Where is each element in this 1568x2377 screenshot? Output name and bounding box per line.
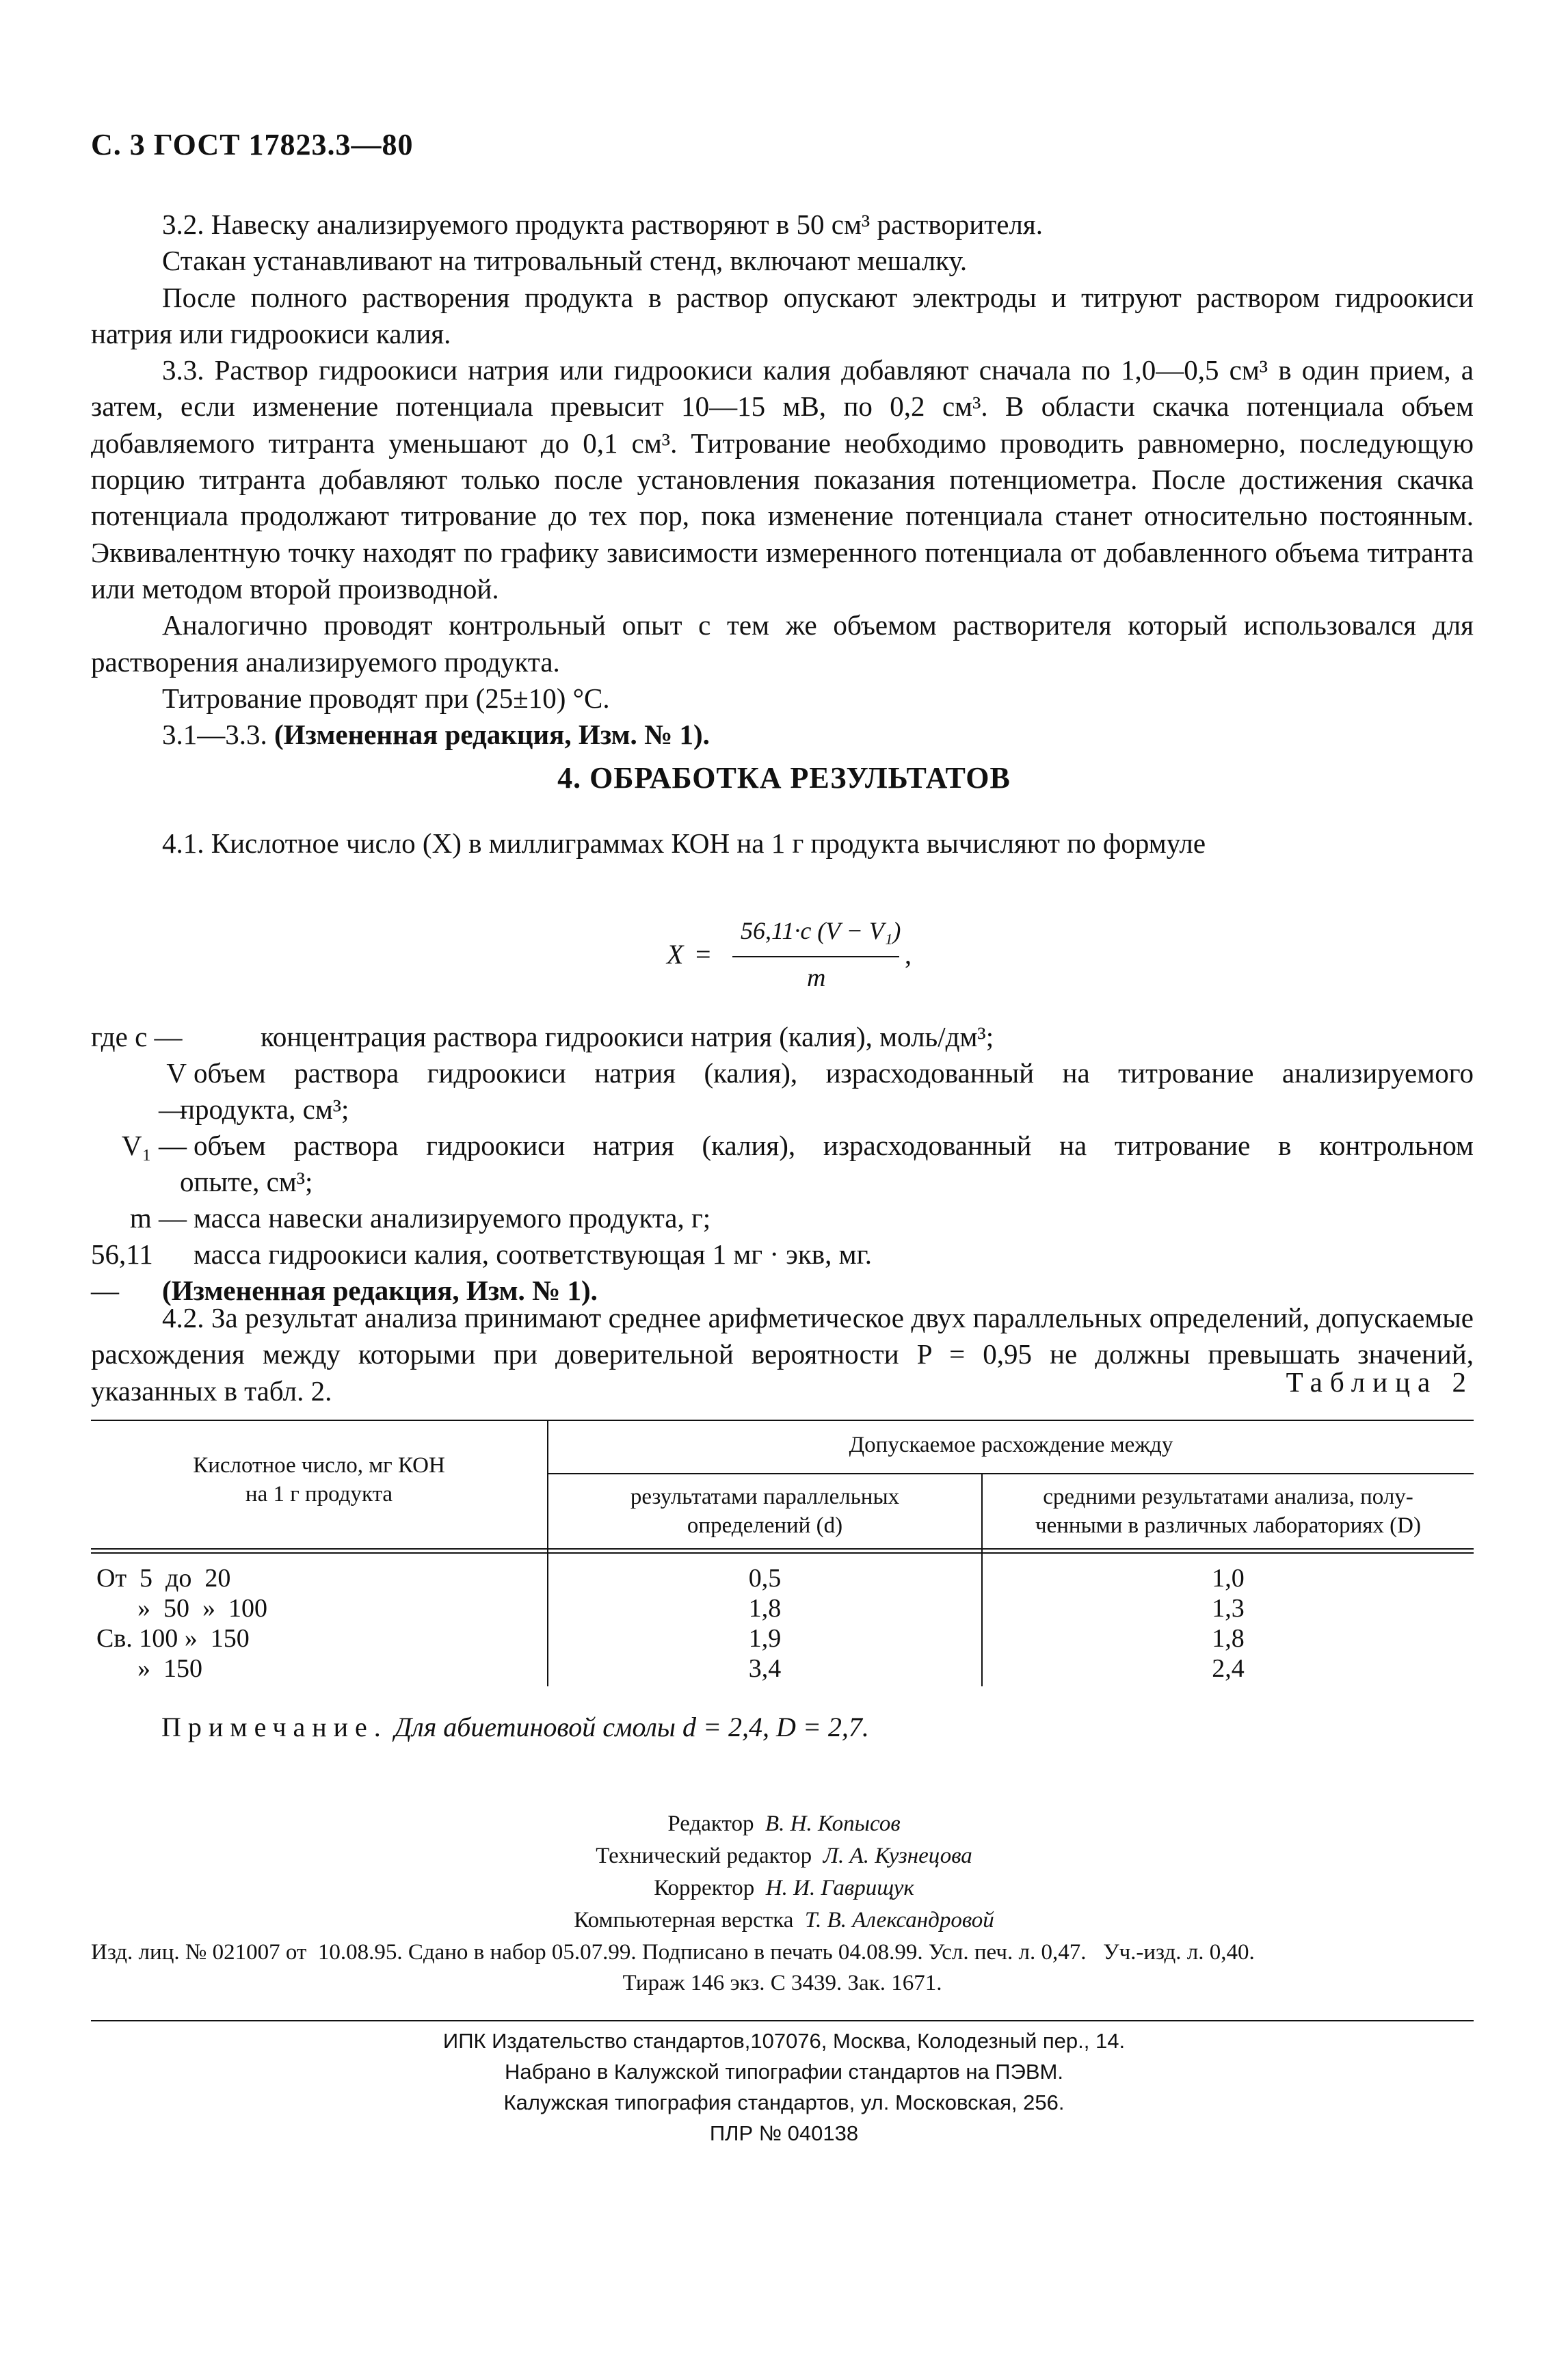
credit-name: Л. А. Кузнецова [823, 1844, 972, 1868]
table-cell-D: 1,0 [1212, 1564, 1245, 1593]
legend-row-m [91, 1200, 1474, 1236]
note-label: Примечание. [161, 1712, 388, 1742]
legend-text: масса навески анализируемого продукта, г; [194, 1202, 711, 1234]
paragraph-4-2 [91, 1300, 1474, 1409]
legend-symbol: где c — [91, 1021, 183, 1052]
table-d-column [548, 1563, 981, 1684]
paragraph-4-2-text: 4.2. За результат анализа принимают среднее арифметическое двух параллельных определений, допускаемые расхождения между которыми при доверительной вероятности P = 0,95 не должны превышать значений, указанных в табл. 2. [91, 1302, 1474, 1407]
credit-name: Т. В. Александровой [804, 1908, 994, 1933]
credit-name: Н. И. Гаврищук [765, 1876, 914, 1900]
formula-lhs: X [667, 939, 684, 970]
legend-text: объем раствора гидроокиси натрия (калия), израсходованный на титрование в контрольном [194, 1130, 1474, 1161]
paragraph-dissolution: После полного растворения продукта в раствор опускают электроды и титруют раствором гидроокиси натрия или гидроокиси калия. [91, 281, 1474, 349]
table-cell-range: » 150 [137, 1654, 202, 1683]
legend-symbol: V — [159, 1057, 187, 1125]
table-range-column [91, 1563, 547, 1684]
page-header: С. 3 ГОСТ 17823.3—80 [91, 128, 414, 161]
legend-symbol: m — [129, 1202, 187, 1234]
paragraph-4-1-text: 4.1. Кислотное число (X) в миллиграммах КОН на 1 г продукта вычисляют по формуле [162, 827, 1206, 859]
legend-text: объем раствора гидроокиси натрия (калия), израсходованный на титрование анализируемого [194, 1057, 1474, 1089]
table-top-rule [91, 1420, 1474, 1421]
paragraph-amendment: 3.1—3.3. (Измененная редакция, Изм. № 1). [162, 719, 710, 751]
table-2 [91, 1420, 1474, 1711]
legend-text: концентрация раствора гидроокиси натрия (калия), моль/дм³; [261, 1021, 994, 1052]
publisher-line: Калужская типография стандартов, ул. Московская, 256. [503, 2090, 1065, 2114]
legend-row-v-cont [91, 1091, 1474, 1128]
header-line: Кислотное число, мг КОН [193, 1453, 445, 1478]
credit-tech-editor [0, 1840, 1568, 1872]
table-note [161, 1711, 869, 1743]
paragraph-stand: Стакан устанавливают на титровальный стенд, включают мешалку. [162, 245, 968, 277]
credit-corrector [0, 1872, 1568, 1904]
col3-header [983, 1483, 1474, 1540]
publisher-line: ИПК Издательство стандартов,107076, Москва, Колодезный пер., 14. [442, 2029, 1126, 2053]
imprint-line-1: Изд. лиц. № 021007 от 10.08.95. Сдано в набор 05.07.99. Подписано в печать 04.08.99. Усл. печ. л. 0,47. Уч.-изд. л. 0,40. [91, 1940, 1255, 1965]
credit-role: Корректор [654, 1876, 755, 1900]
section-3-text [91, 207, 1474, 753]
table-cell-range: Св. 100 » 150 [96, 1624, 250, 1653]
table-cell-d: 3,4 [748, 1654, 782, 1683]
formula-legend [91, 1019, 1474, 1309]
legend-continuation: продукта, см³; [180, 1093, 349, 1125]
publisher-line: Набрано в Калужской типографии стандартов на ПЭВМ. [505, 2060, 1063, 2084]
table-cell-d: 1,9 [748, 1624, 782, 1653]
group-header: Допускаемое расхождение между [849, 1433, 1173, 1457]
formula-numerator: 56,11·c (V − V₁) [741, 917, 901, 944]
amendment-note: (Измененная редакция, Изм. № 1). [162, 1275, 598, 1306]
header-line: результатами параллельных [630, 1485, 900, 1509]
legend-row-v1 [91, 1128, 1474, 1164]
credit-name: В. Н. Копысов [765, 1811, 901, 1836]
paragraph-3-2: 3.2. Навеску анализируемого продукта растворяют в 50 см³ растворителя. [162, 209, 1043, 240]
header-line: на 1 г продукта [245, 1482, 393, 1506]
header-bottom-rule [91, 1548, 1474, 1550]
table-cell-D: 2,4 [1212, 1654, 1245, 1683]
formula-denominator: m [807, 964, 826, 992]
table-cell-d: 0,5 [748, 1564, 782, 1593]
section-title: 4. ОБРАБОТКА РЕЗУЛЬТАТОВ [557, 761, 1011, 795]
paragraph-temperature: Титрование проводят при (25±10) °С. [162, 682, 610, 714]
table-cell-D: 1,3 [1212, 1594, 1245, 1623]
imprint-rule [91, 2020, 1474, 2021]
col2-header [548, 1483, 981, 1540]
credits [0, 1808, 1568, 1937]
credit-layout [0, 1904, 1568, 1937]
imprint [91, 1937, 1474, 1999]
credit-role: Технический редактор [596, 1844, 812, 1868]
header-bottom-rule-2 [91, 1552, 1474, 1554]
paragraph-3-3: 3.3. Раствор гидроокиси натрия или гидроокиси калия добавляют сначала по 1,0—0,5 см³ в один прием, а затем, если изменение потенциала превысит 10—15 мВ, по 0,2 см³. В области скачка потенциала объем добавляемого титранта уменьшают до 0,1 см³. Титрование необходимо проводить равномерно, последующую порцию титранта добавляют только после установления показания потенциометра. После достижения скачка потенциала продолжают титрование до тех пор, пока изменение потенциала станет относительно постоянным. Эквивалентную точку находят по графику зависимости измеренного потенциала от добавленного объема титранта или методом второй производной. [91, 354, 1474, 605]
credit-role: Компьютерная верстка [574, 1908, 794, 1933]
legend-text: масса гидроокиси калия, соответствующая 1 мг · экв, мг. [194, 1238, 873, 1270]
publisher-info [0, 2026, 1568, 2149]
legend-continuation: опыте, см³; [180, 1166, 313, 1197]
formula-comma: , [905, 939, 912, 970]
table-cell-d: 1,8 [748, 1594, 782, 1623]
credit-editor [0, 1808, 1568, 1840]
imprint-line-2: Тираж 146 экз. С 3439. Зак. 1671. [622, 1971, 942, 1995]
table-caption: Таблица 2 [1286, 1366, 1474, 1398]
header-line: средними результатами анализа, полу- [1043, 1485, 1413, 1509]
col1-header [91, 1451, 547, 1509]
table-D-column [983, 1563, 1474, 1684]
note-text: Для абиетиновой смолы d = 2,4, D = 2,7. [387, 1712, 869, 1742]
legend-row-v1-cont [91, 1164, 1474, 1200]
table-cell-range: » 50 » 100 [137, 1594, 267, 1623]
formula-equals: = [695, 939, 711, 970]
table-cell-D: 1,8 [1212, 1624, 1245, 1653]
paragraph-4-1 [91, 825, 1474, 862]
header-line: ченными в различных лабораториях (D) [1035, 1513, 1421, 1538]
group-header-rule [547, 1473, 1474, 1474]
header-line: определений (d) [687, 1513, 843, 1538]
legend-symbol: 56,11 — [91, 1238, 153, 1306]
legend-symbol: V₁ — [121, 1130, 187, 1161]
fraction-bar [732, 956, 899, 957]
table-cell-range: От 5 до 20 [96, 1564, 231, 1593]
publisher-line: ПЛР № 040138 [709, 2121, 859, 2145]
legend-row-c [91, 1019, 1474, 1055]
credit-role: Редактор [667, 1811, 754, 1836]
paragraph-control: Аналогично проводят контрольный опыт с тем же объемом растворителя который использовался для растворения анализируемого продукта. [91, 609, 1474, 678]
